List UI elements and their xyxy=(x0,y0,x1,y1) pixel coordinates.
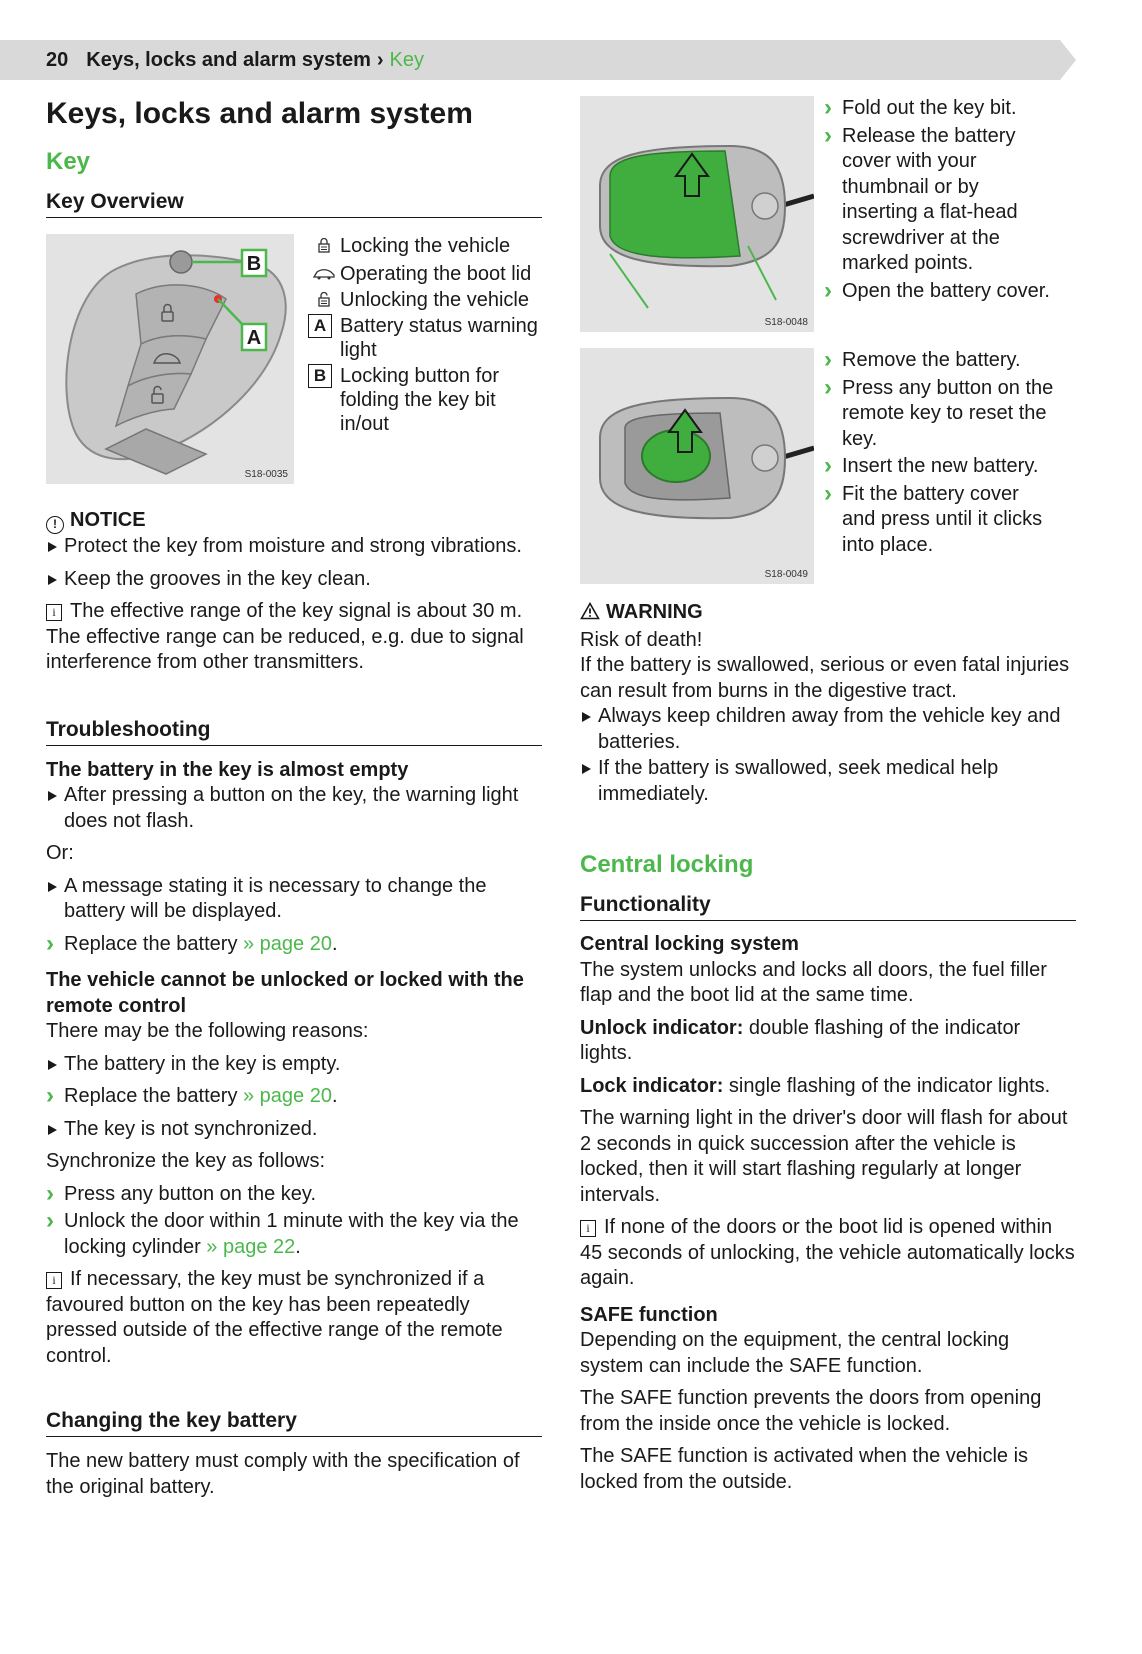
running-header xyxy=(46,49,424,72)
step-item: › Insert the new battery. xyxy=(824,454,1056,480)
figure-code: S18-0035 xyxy=(244,469,288,480)
changing-battery-text: The new battery must comply with the specification of the original battery. xyxy=(46,1450,520,1498)
lock-indicator-label: Lock indicator: xyxy=(580,1074,724,1097)
legend-item-a xyxy=(308,314,544,362)
subheading-battery-empty: The battery in the key is almost empty xyxy=(46,758,409,781)
bullet-item: The battery in the key is empty. xyxy=(46,1052,542,1078)
or-text: Or: xyxy=(46,842,74,864)
page-link[interactable]: » page 20 xyxy=(243,932,332,955)
warning-icon xyxy=(580,602,600,628)
header-current: Key xyxy=(389,49,424,71)
warning-item: If the battery is swallowed, seek medical help immediately. xyxy=(580,756,1076,807)
page-link[interactable]: » page 20 xyxy=(243,1085,332,1107)
warning-item: Always keep children away from the vehicle key and batteries. xyxy=(580,704,1076,755)
legend-text: Locking the vehicle xyxy=(340,235,511,257)
safe-text: The SAFE function is activated when the vehicle is locked from the outside. xyxy=(580,1445,1029,1493)
legend-text: Unlocking the vehicle xyxy=(340,289,529,311)
key-battery-illustration xyxy=(580,348,814,584)
safe-text: The SAFE function prevents the doors from opening from the inside once the vehicle is locked. xyxy=(580,1387,1042,1435)
bullet-item: After pressing a button on the key, the warning light does not flash. xyxy=(46,783,542,834)
info-icon: i xyxy=(46,604,62,621)
step-text: Unlock the door within 1 minute with the key via the locking cylinder xyxy=(64,1210,519,1258)
heading-troubleshooting: Troubleshooting xyxy=(46,718,542,746)
step-text: Replace the battery xyxy=(64,932,238,955)
subheading-safe-function: SAFE function xyxy=(580,1303,718,1326)
central-locking-text: The system unlocks and locks all doors, the fuel filler flap and the boot lid at the same time. xyxy=(580,958,1047,1006)
unlock-indicator-label: Unlock indicator: xyxy=(580,1016,744,1039)
notice-icon: ! xyxy=(46,516,64,534)
key-open-cover-illustration xyxy=(580,96,814,332)
legend-item-lock xyxy=(308,234,544,258)
legend-item-unlock xyxy=(308,288,544,312)
steps-open-cover xyxy=(824,96,1056,304)
lock-indicator-text: single flashing of the indicator lights. xyxy=(728,1074,1051,1097)
legend-letter-b: B xyxy=(308,364,332,388)
unlock-indicator-text: double flashing of the indicator lights. xyxy=(580,1016,1021,1064)
notice-box xyxy=(46,508,542,592)
safe-text: Depending on the equipment, the central locking system can include the SAFE function. xyxy=(580,1329,1010,1377)
step-item: › Release the battery cover with your thumbnail or by inserting a flat-head screwdriver at the marked points. xyxy=(824,124,1056,277)
right-column xyxy=(580,96,1076,1495)
sync-intro: Synchronize the key as follows: xyxy=(46,1150,326,1172)
legend-text: Operating the boot lid xyxy=(340,263,532,285)
warning-line: Risk of death! xyxy=(580,628,703,651)
warning-title-row xyxy=(580,600,1076,628)
legend-item-boot xyxy=(308,262,544,286)
notice-title: NOTICE xyxy=(70,509,146,531)
legend-item-b xyxy=(308,364,544,436)
left-column xyxy=(46,96,542,1500)
sync-step: › Press any button on the key. xyxy=(46,1182,542,1208)
step-item: › Remove the battery. xyxy=(824,348,1056,374)
key-fob-illustration xyxy=(46,234,294,484)
heading-key-overview: Key Overview xyxy=(46,190,542,218)
key-legend xyxy=(308,234,544,436)
figure-label-b: B xyxy=(246,253,262,275)
auto-lock-info-text: If none of the doors or the boot lid is opened within 45 seconds of unlocking, the vehicle automatically locks again. xyxy=(580,1216,1075,1289)
warning-box xyxy=(580,600,1076,807)
section-title-central-locking: Central locking xyxy=(580,851,754,878)
info-icon: i xyxy=(46,1272,62,1289)
warning-title: WARNING xyxy=(606,601,703,623)
subheading-cannot-unlock: The vehicle cannot be unlocked or locked with the remote control xyxy=(46,969,524,1017)
legend-text: Battery status warning light xyxy=(340,315,538,361)
auto-lock-info xyxy=(580,1215,1076,1292)
unlock-icon xyxy=(308,288,340,307)
sync-info-text: If necessary, the key must be synchronized if a favoured button on the key has been repeatedly pressed outside of the effective range of the remote control. xyxy=(46,1268,503,1367)
step-replace-battery: › Replace the battery » page 20. xyxy=(46,932,542,958)
step-item: › Press any button on the remote key to reset the key. xyxy=(824,376,1056,453)
figure-label-a: A xyxy=(246,327,262,349)
legend-text: Locking button for folding the key bit in/out xyxy=(340,365,499,435)
unlock-indicator xyxy=(580,1016,1076,1067)
figure-open-battery-cover xyxy=(580,96,814,332)
reasons-intro: There may be the following reasons: xyxy=(46,1020,369,1042)
bullet-item: A message stating it is necessary to change the battery will be displayed. xyxy=(46,874,542,925)
notice-item: Keep the grooves in the key clean. xyxy=(46,567,542,593)
step-item: › Fold out the key bit. xyxy=(824,96,1056,122)
header-section: Keys, locks and alarm system xyxy=(86,49,371,71)
range-info-text: The effective range of the key signal is about 30 m. The effective range can be reduced, e.g. due to signal interference from other transmitters. xyxy=(46,600,524,673)
subheading-central-locking-system: Central locking system xyxy=(580,933,799,955)
figure-key-overview xyxy=(46,234,294,484)
figure-code: S18-0049 xyxy=(764,569,808,580)
lock-indicator xyxy=(580,1074,1076,1100)
page-link[interactable]: » page 22 xyxy=(206,1235,296,1258)
info-icon: i xyxy=(580,1220,596,1237)
heading-functionality: Functionality xyxy=(580,893,1076,921)
figure-replace-battery xyxy=(580,348,814,584)
page-title: Keys, locks and alarm system xyxy=(46,97,473,130)
step-item: › Open the battery cover. xyxy=(824,279,1056,305)
section-title-key: Key xyxy=(46,148,91,175)
step-item: › Fit the battery cover and press until it clicks into place. xyxy=(824,482,1056,559)
lock-icon xyxy=(308,234,340,253)
bullet-item: The key is not synchronized. xyxy=(46,1117,542,1143)
warning-line: If the battery is swallowed, serious or even fatal injuries can result from burns in the digestive tract. xyxy=(580,654,1070,702)
steps-replace-battery xyxy=(824,348,1056,558)
figure-code: S18-0048 xyxy=(764,317,808,328)
range-info xyxy=(46,599,542,676)
legend-letter-a: A xyxy=(308,314,332,338)
sync-info xyxy=(46,1267,542,1369)
warning-light-text: The warning light in the driver's door will flash for about 2 seconds in quick succession after the vehicle is locked, then it will start flashing regularly at longer intervals. xyxy=(580,1107,1068,1206)
notice-title-row xyxy=(46,508,542,534)
header-separator: › xyxy=(376,49,384,71)
step-text: Replace the battery xyxy=(64,1085,238,1107)
notice-item: Protect the key from moisture and strong vibrations. xyxy=(46,534,542,560)
heading-changing-battery: Changing the key battery xyxy=(46,1409,542,1437)
page-number: 20 xyxy=(46,49,69,71)
step-replace-battery: › Replace the battery » page 20. xyxy=(46,1084,542,1110)
car-boot-icon xyxy=(308,262,340,280)
sync-step: › Unlock the door within 1 minute with the key via the locking cylinder » page 22. xyxy=(46,1209,542,1260)
